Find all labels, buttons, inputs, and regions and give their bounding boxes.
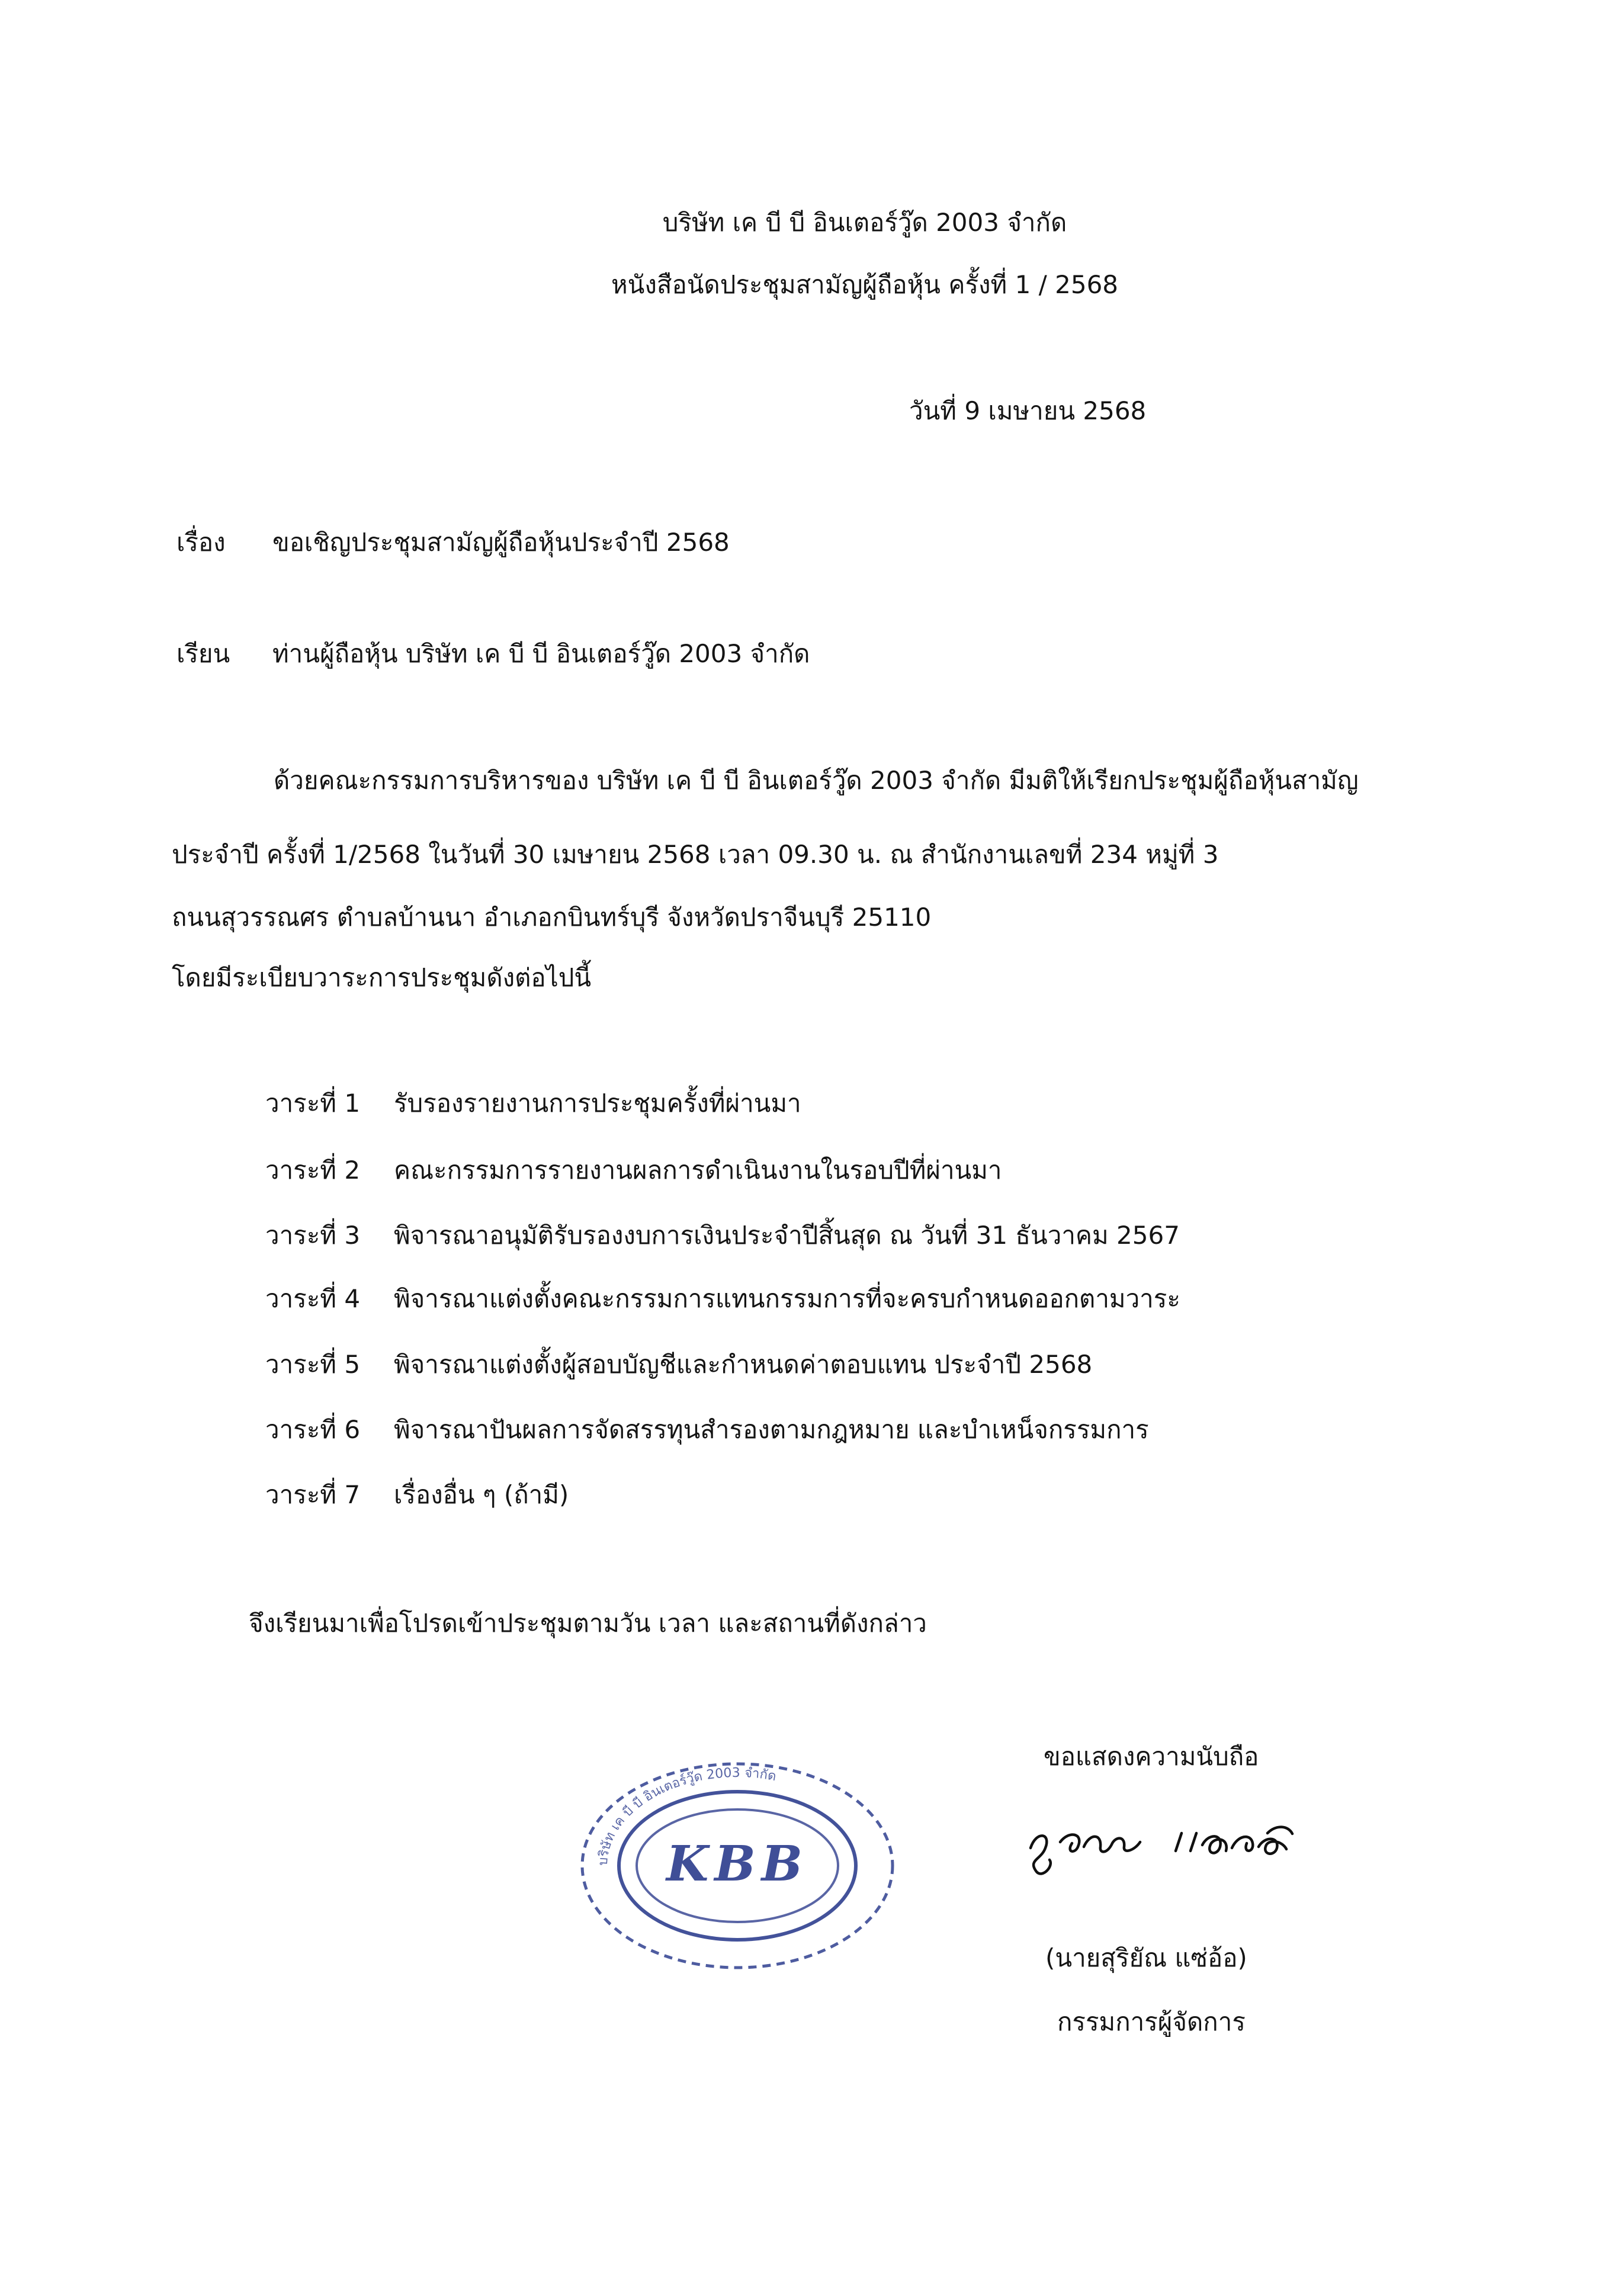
agenda-number: วาระที่ 3 [265, 1221, 361, 1250]
signer-title: กรรมการผู้จัดการ [1057, 2007, 1246, 2036]
signature-graphic [1019, 1777, 1315, 1895]
stamp-ring-text: บริษัท เค บี บี อินเตอร์วู๊ด 2003 จำกัด [595, 1765, 778, 1866]
body-line-4: โดยมีระเบียบวาระการประชุมดังต่อไปนี้ [172, 963, 592, 992]
agenda-text: คณะกรรมการรายงานผลการดำเนินงานในรอบปีที่ผ่านมา [394, 1156, 1002, 1185]
closing-regards: ขอแสดงความนับถือ [1044, 1742, 1259, 1771]
subject-text: ขอเชิญประชุมสามัญผู้ถือหุ้นประจำปี 2568 [272, 528, 730, 557]
subject-label: เรื่อง [176, 528, 226, 557]
agenda-number: วาระที่ 2 [265, 1156, 361, 1185]
agenda-number: วาระที่ 4 [265, 1284, 361, 1313]
agenda-text: พิจารณาปันผลการจัดสรรทุนสำรองตามกฎหมาย และบำเหน็จกรรมการ [394, 1415, 1149, 1444]
agenda-number: วาระที่ 1 [265, 1089, 361, 1118]
recipient-label: เรียน [176, 639, 230, 668]
body-line-1: ด้วยคณะกรรมการบริหารของ บริษัท เค บี บี อินเตอร์วู๊ด 2003 จำกัด มีมติให้เรียกประชุมผู้ถือหุ้นสามัญ [274, 766, 1359, 795]
agenda-text: พิจารณาแต่งตั้งคณะกรรมการแทนกรรมการที่จะครบกำหนดออกตามวาระ [394, 1284, 1180, 1313]
body-line-3: ถนนสุวรรณศร ตำบลบ้านนา อำเภอกบินทร์บุรี จังหวัดปราจีนบุรี 25110 [172, 903, 932, 932]
document-date: วันที่ 9 เมษายน 2568 [909, 396, 1147, 425]
notice-title: หนังสือนัดประชุมสามัญผู้ถือหุ้น ครั้งที่ 1 / 2568 [611, 270, 1119, 299]
agenda-number: วาระที่ 6 [265, 1415, 361, 1444]
stamp-logo-text: KBB [666, 1836, 808, 1892]
agenda-text: เรื่องอื่น ๆ (ถ้ามี) [394, 1480, 569, 1509]
agenda-text: รับรองรายงานการประชุมครั้งที่ผ่านมา [394, 1089, 801, 1118]
body-line-2: ประจำปี ครั้งที่ 1/2568 ในวันที่ 30 เมษายน 2568 เวลา 09.30 น. ณ สำนักงานเลขที่ 234 หมู่ที่ 3 [172, 840, 1219, 869]
company-name: บริษัท เค บี บี อินเตอร์วู๊ด 2003 จำกัด [662, 208, 1067, 237]
agenda-number: วาระที่ 7 [265, 1480, 361, 1509]
agenda-text: พิจารณาอนุมัติรับรองงบการเงินประจำปีสิ้นสุด ณ วันที่ 31 ธันวาคม 2567 [394, 1221, 1180, 1250]
stamp-seal-graphic [572, 1753, 903, 1978]
agenda-text: พิจารณาแต่งตั้งผู้สอบบัญชีและกำหนดค่าตอบแทน ประจำปี 2568 [394, 1350, 1093, 1379]
signer-name: (นายสุริยัณ แซ่อ้อ) [1045, 1943, 1247, 1972]
company-stamp [572, 1753, 903, 1978]
recipient-text: ท่านผู้ถือหุ้น บริษัท เค บี บี อินเตอร์วู๊ด 2003 จำกัด [272, 639, 810, 668]
agenda-number: วาระที่ 5 [265, 1350, 361, 1379]
closing-invite: จึงเรียนมาเพื่อโปรดเข้าประชุมตามวัน เวลา และสถานที่ดังกล่าว [249, 1609, 927, 1638]
handwritten-signature [1019, 1777, 1315, 1895]
